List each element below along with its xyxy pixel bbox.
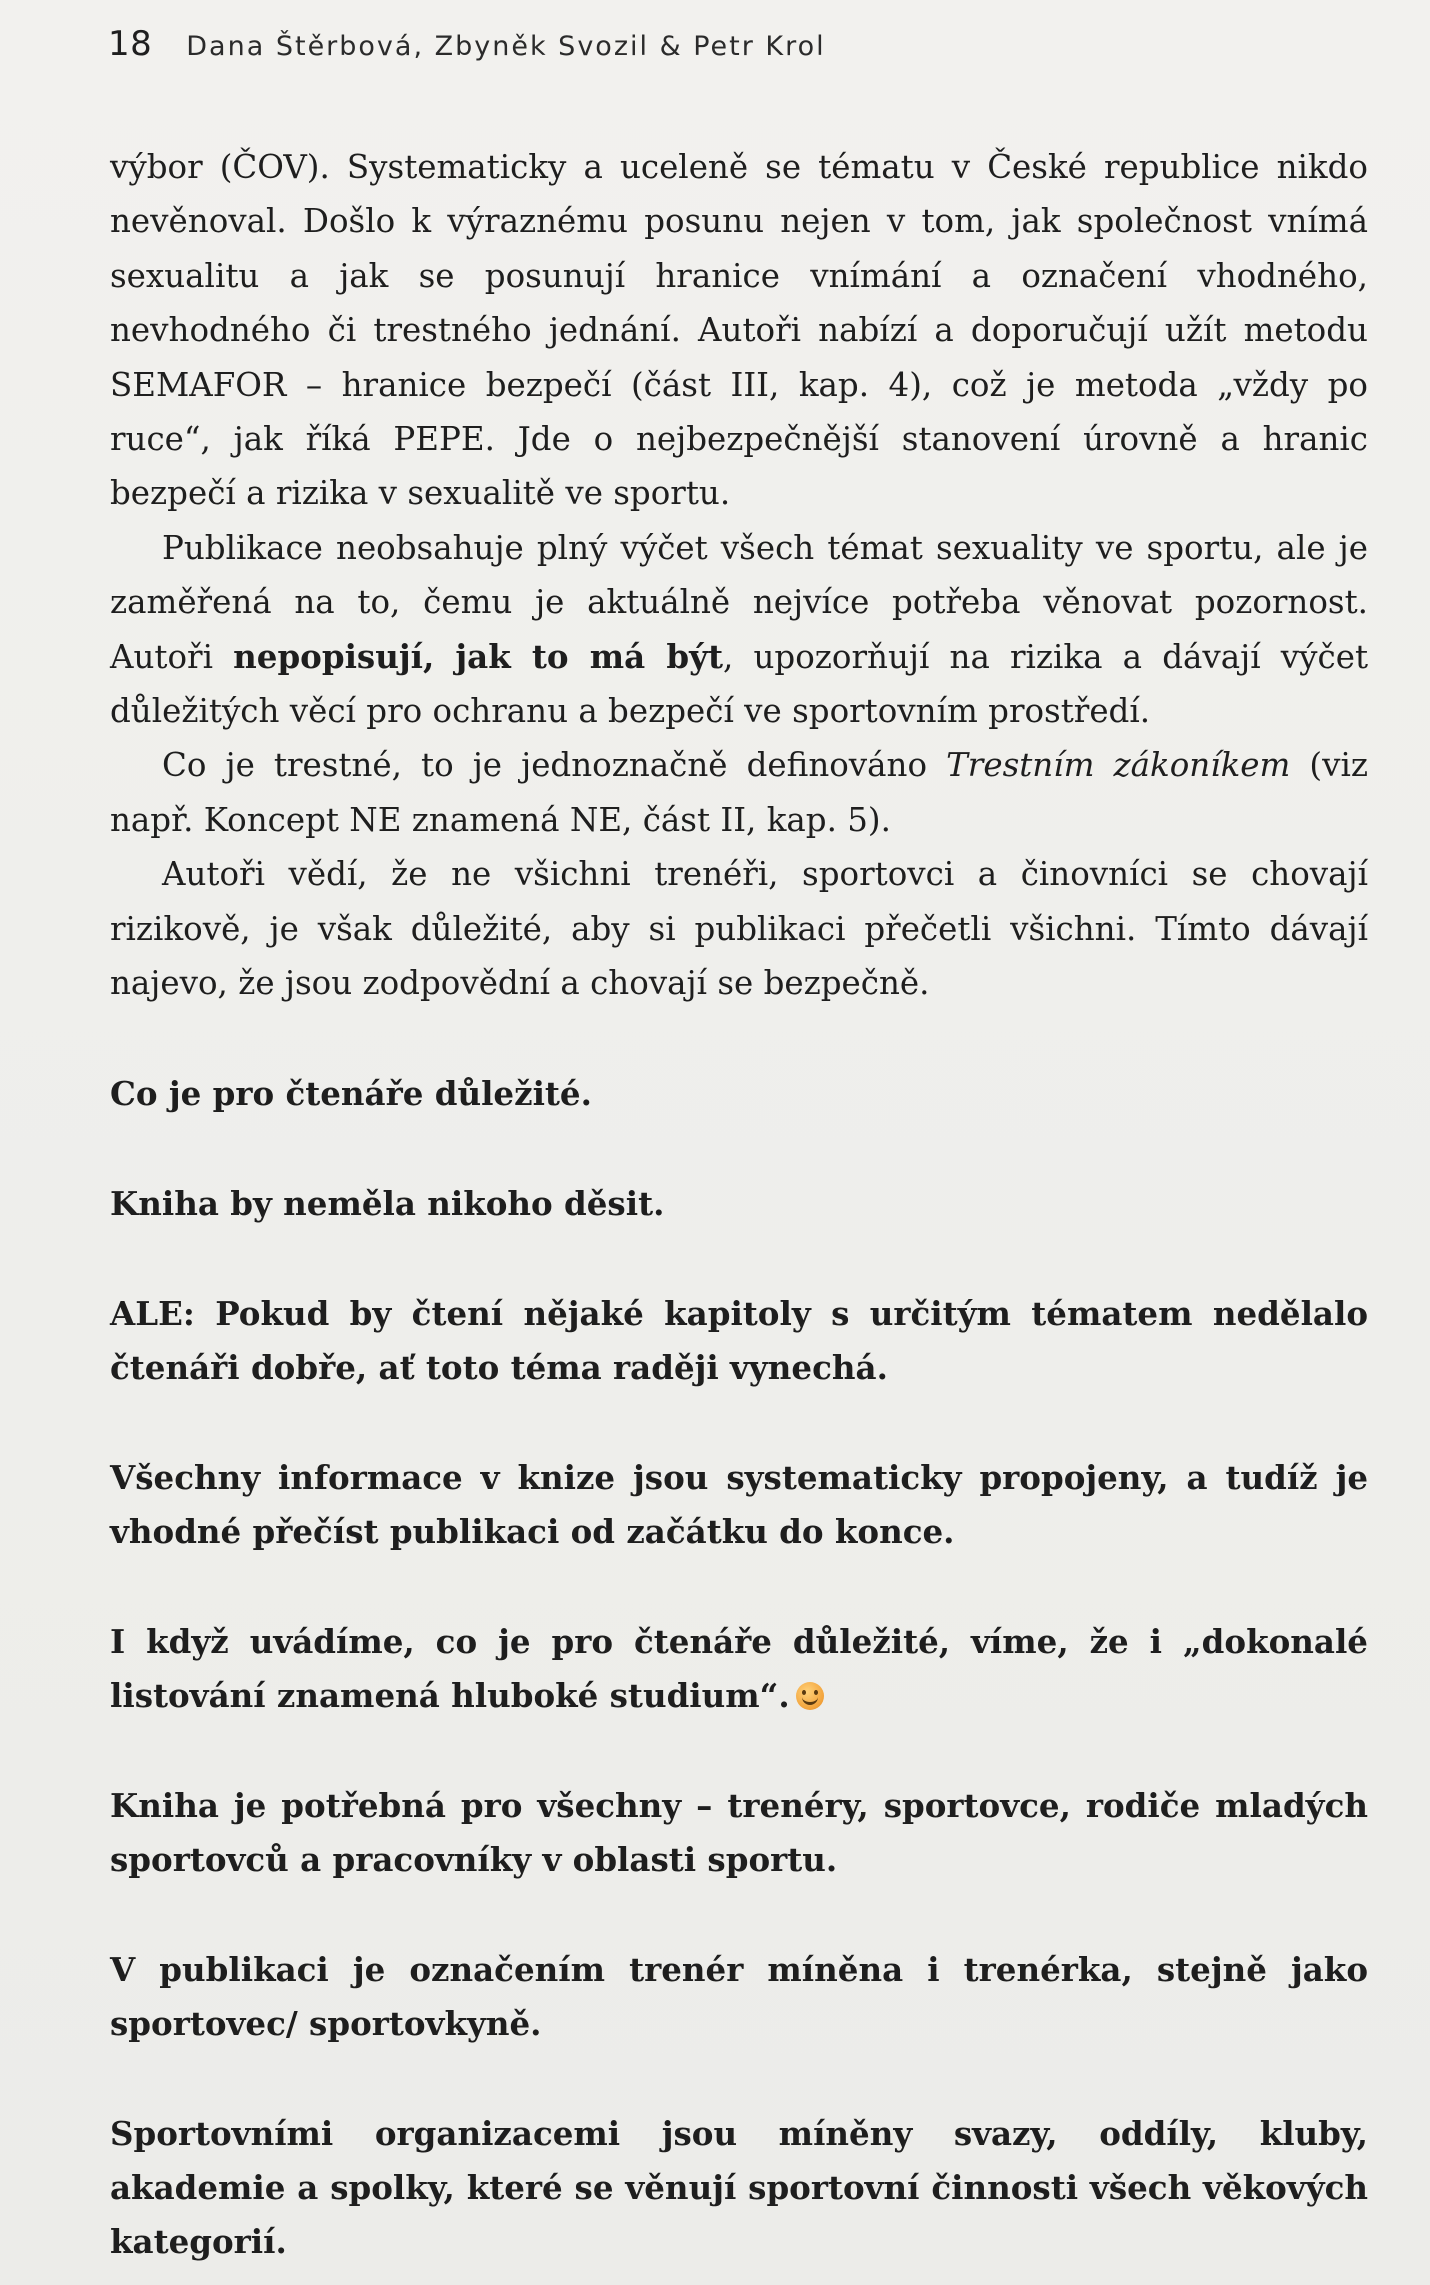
note xyxy=(110,1451,1368,1559)
paragraph xyxy=(110,847,1368,1010)
note xyxy=(110,1177,1368,1231)
note xyxy=(110,1287,1368,1395)
note-text: Kniha je potřebná pro všechny – trenéry, sportovce, rodiče mladých sportovců a pracovníky v oblasti sportu. xyxy=(110,1785,1368,1879)
page-header xyxy=(108,24,1370,68)
note xyxy=(110,1779,1368,1887)
paragraph xyxy=(110,521,1368,739)
paragraph xyxy=(110,738,1368,847)
note-text: V publikaci je označením trenér míněna i trenérka, stejně jako sportovec/ sportovkyně. xyxy=(110,1949,1368,2043)
reader-notes xyxy=(110,1067,1368,2269)
smiley-face-icon xyxy=(796,1682,824,1710)
note xyxy=(110,2107,1368,2269)
body-text xyxy=(110,140,1368,1011)
paragraph-text: , upozorňují na rizika a dávají výčet důležitých věcí pro ochranu a bezpečí ve sportovním prostředí. xyxy=(110,637,1369,731)
note-text: Všechny informace v knize jsou systematicky propojeny, a tudíž je vhodné přečíst publikaci od začátku do konce. xyxy=(110,1457,1368,1551)
note-text: Kniha by neměla nikoho děsit. xyxy=(110,1183,665,1223)
running-head: Dana Štěrbová, Zbyněk Svozil & Petr Krol xyxy=(186,31,826,62)
page-number: 18 xyxy=(108,24,153,64)
paragraph-text: Autoři vědí, že ne všichni trenéři, sportovci a činovníci se chovají rizikově, je však důležité, aby si publikaci přečetli všichni. Tímto dávají najevo, že jsou zodpovědní a chovají se bezpečně. xyxy=(110,855,1368,1003)
note-text: ALE: Pokud by čtení nějaké kapitoly s určitým tématem nedělalo čtenáři dobře, ať toto téma raději vynechá. xyxy=(110,1293,1368,1387)
note-text: Sportovními organizacemi jsou míněny svazy, oddíly, kluby, akademie a spolky, které se věnují sportovní činnosti všech věkových kategorií. xyxy=(110,2113,1368,2261)
paragraph xyxy=(110,140,1368,521)
note xyxy=(110,1067,1368,1121)
paragraph-text: výbor (ČOV). Systematicky a uceleně se tématu v České republice nikdo nevěnoval. Došlo k výraznému posunu nejen v tom, jak společnost vnímá sexualitu a jak se posunují hranice vnímání a označení vhodného, nevhodného či trestného jednání. Autoři nabízí a doporučují užít metodu SEMAFOR – hranice bezpečí (část III, kap. 4), což je metoda „vždy po ruce“, jak říká PEPE. Jde o nejbezpečnější stanovení úrovně a hranic bezpečí a rizika v sexualitě ve sportu. xyxy=(110,148,1368,513)
note-text: Co je pro čtenáře důležité. xyxy=(110,1073,592,1113)
emphasis-bold: nepopisují, jak to má být xyxy=(233,636,723,676)
paragraph-text: Co je trestné, to je jednoznačně definováno xyxy=(162,746,947,785)
emphasis-italic: Trestním zákoníkem xyxy=(946,746,1291,785)
paragraph-text: (viz např. Koncept NE znamená NE, část II, kap. 5). xyxy=(110,746,1368,839)
note-text: I když uvádíme, co je pro čtenáře důležité, víme, že i „dokonalé listování znamená hluboké studium“. xyxy=(110,1621,1368,1715)
note xyxy=(110,1943,1368,2051)
page-content xyxy=(110,140,1368,2269)
note xyxy=(110,1615,1368,1723)
paragraph-text: Publikace neobsahuje plný výčet všech témat sexuality ve sportu, ale je zaměřená na to, čemu je aktuálně nejvíce potřeba věnovat pozornost. Autoři xyxy=(110,528,1368,676)
